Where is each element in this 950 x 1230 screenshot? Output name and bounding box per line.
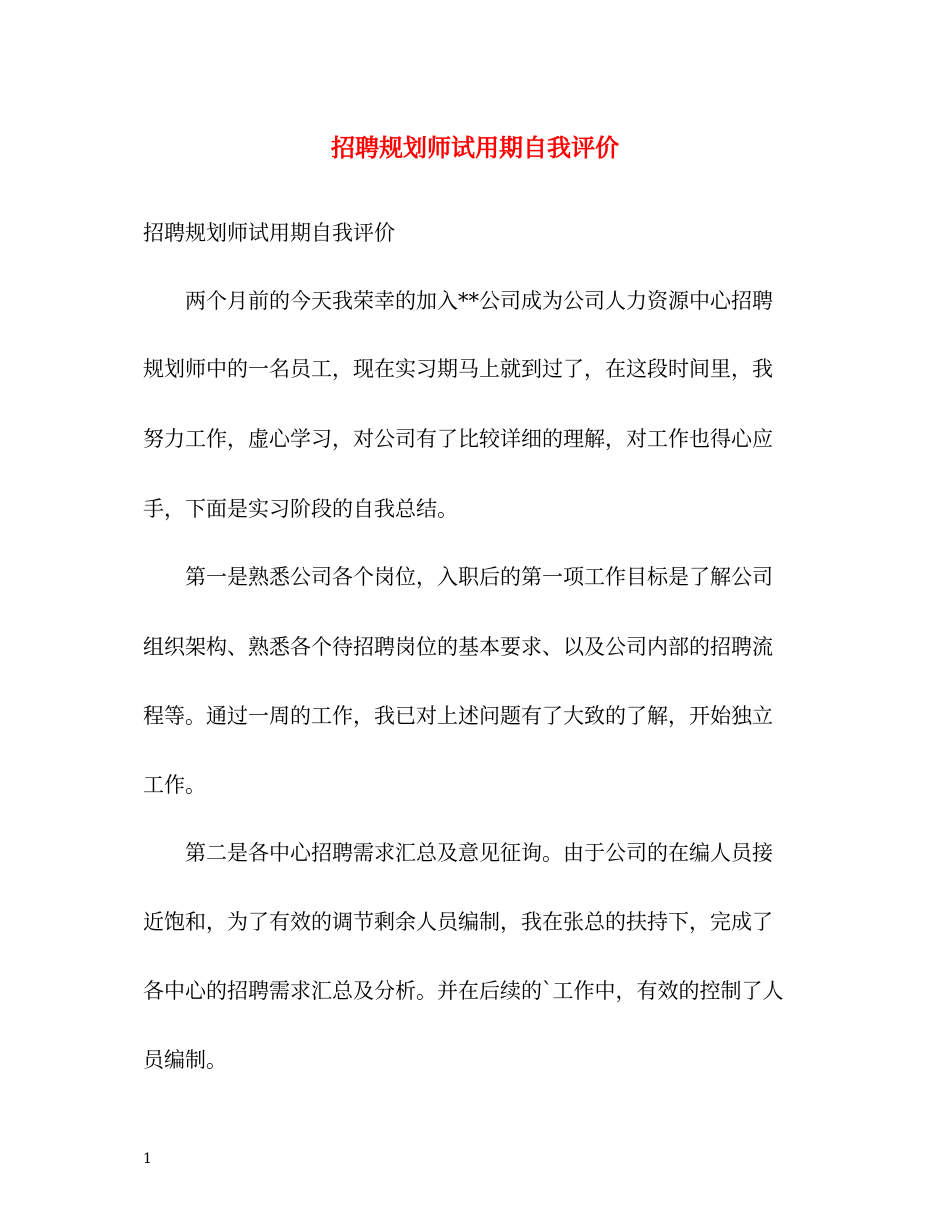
page-number: 1 (143, 1151, 152, 1167)
paragraph-3-line-2: 近饱和，为了有效的调节剩余人员编制，我在张总的扶持下，完成了 (143, 910, 773, 934)
paragraph-3-line-3: 各中心的招聘需求汇总及分析。并在后续的`工作中，有效的控制了人 (143, 979, 784, 1003)
paragraph-1-line-3: 努力工作，虚心学习，对公司有了比较详细的理解，对工作也得心应 (143, 427, 773, 451)
paragraph-3-line-4: 员编制。 (143, 1048, 227, 1072)
document-title: 招聘规划师试用期自我评价 (331, 133, 619, 162)
paragraph-2-line-3: 程等。通过一周的工作，我已对上述问题有了大致的了解，开始独立 (143, 704, 773, 728)
paragraph-1-line-4: 手，下面是实习阶段的自我总结。 (143, 497, 458, 521)
paragraph-1-line-1: 两个月前的今天我荣幸的加入**公司成为公司人力资源中心招聘 (185, 289, 773, 313)
paragraph-2-line-2: 组织架构、熟悉各个待招聘岗位的基本要求、以及公司内部的招聘流 (143, 635, 773, 659)
paragraph-3-line-1: 第二是各中心招聘需求汇总及意见征询。由于公司的在编人员接 (185, 841, 773, 865)
paragraph-2-line-1: 第一是熟悉公司各个岗位，入职后的第一项工作目标是了解公司 (185, 565, 773, 589)
document-subtitle: 招聘规划师试用期自我评价 (143, 221, 395, 245)
paragraph-1-line-2: 规划师中的一名员工，现在实习期马上就到过了，在这段时间里，我 (143, 357, 773, 381)
paragraph-2-line-4: 工作。 (143, 773, 206, 797)
